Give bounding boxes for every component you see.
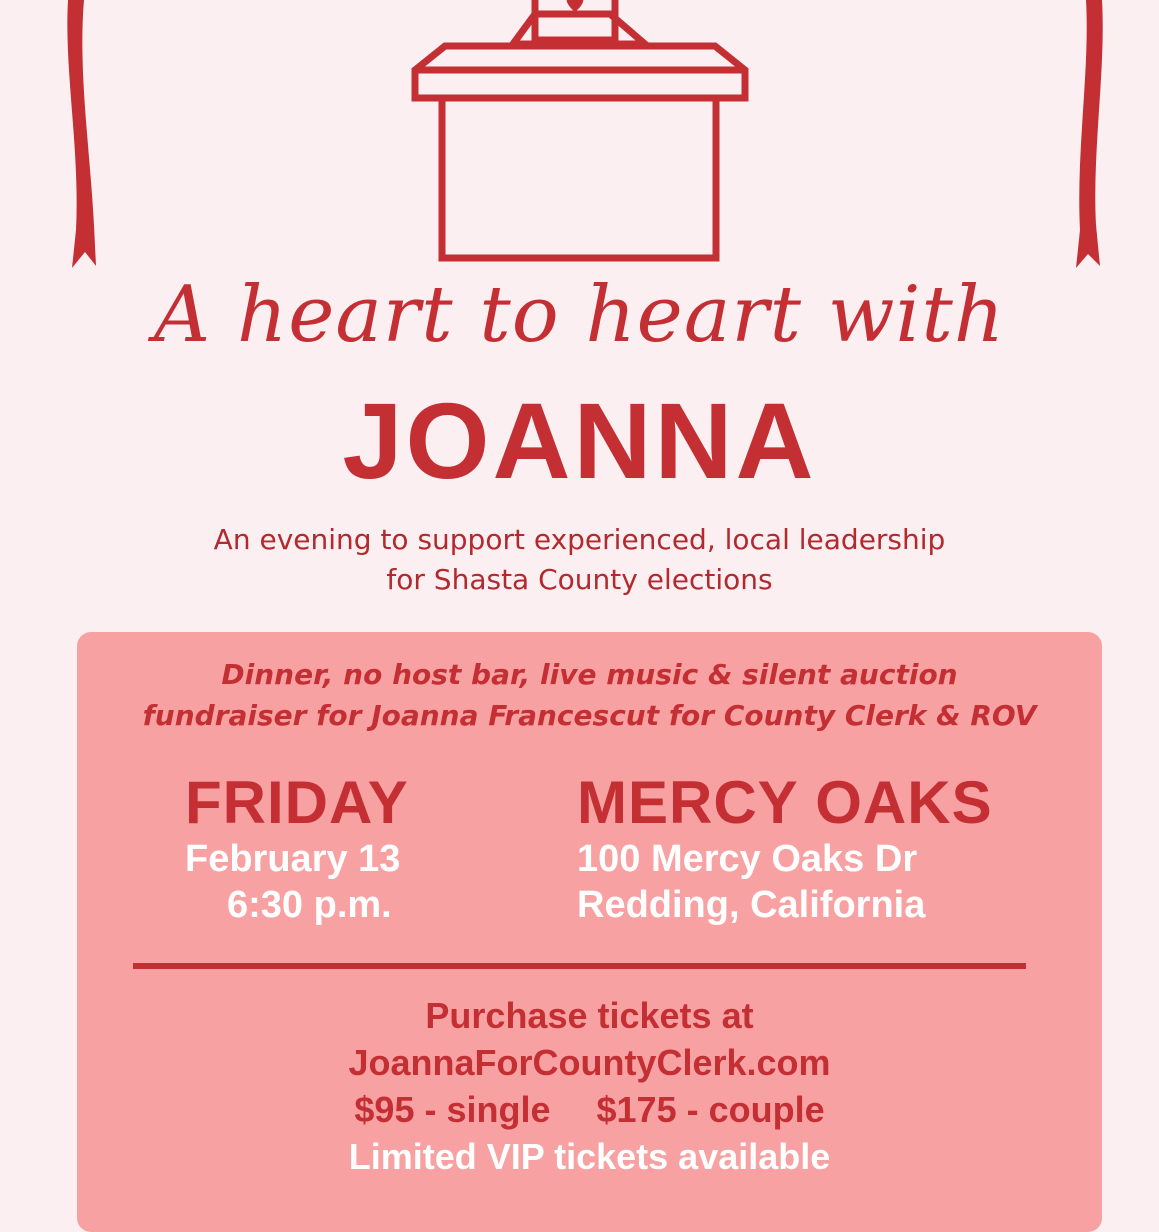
event-details-panel [77,632,1102,1232]
ticket-info [77,992,1102,1180]
subtitle-line-1: An evening to support experienced, local leadership [213,523,946,556]
venue-name: MERCY OAKS [577,769,993,836]
event-subtitle [0,520,1159,600]
venue-address-line-1: 100 Mercy Oaks Dr [577,838,918,880]
event-description [77,654,1102,736]
price-single: $95 - single [354,1089,551,1130]
price-couple: $175 - couple [596,1089,825,1130]
ballot-box-with-heart-icon [405,0,755,270]
section-divider [133,963,1026,969]
event-date: February 13 [185,838,401,880]
venue-address-line-2: Redding, California [577,884,926,926]
candidate-name-title: JOANNA [342,380,817,501]
ticket-website-link[interactable]: JoannaForCountyClerk.com [348,1042,831,1083]
event-description-line-1: Dinner, no host bar, live music & silent auction [221,658,958,691]
venue-column [577,770,1057,928]
left-ribbon-decoration [60,0,110,275]
vip-note: Limited VIP tickets available [348,1136,831,1177]
right-ribbon-decoration [1060,0,1110,275]
script-title: A heart to heart with [153,270,1006,360]
event-description-line-2: fundraiser for Joanna Francescut for County Clerk & ROV [142,699,1037,732]
date-time-column [185,770,505,928]
event-day: FRIDAY [185,769,409,836]
event-time: 6:30 p.m. [227,884,392,926]
subtitle-line-2: for Shasta County elections [386,563,773,596]
purchase-label: Purchase tickets at [425,995,754,1036]
ticket-prices [77,1086,1102,1133]
